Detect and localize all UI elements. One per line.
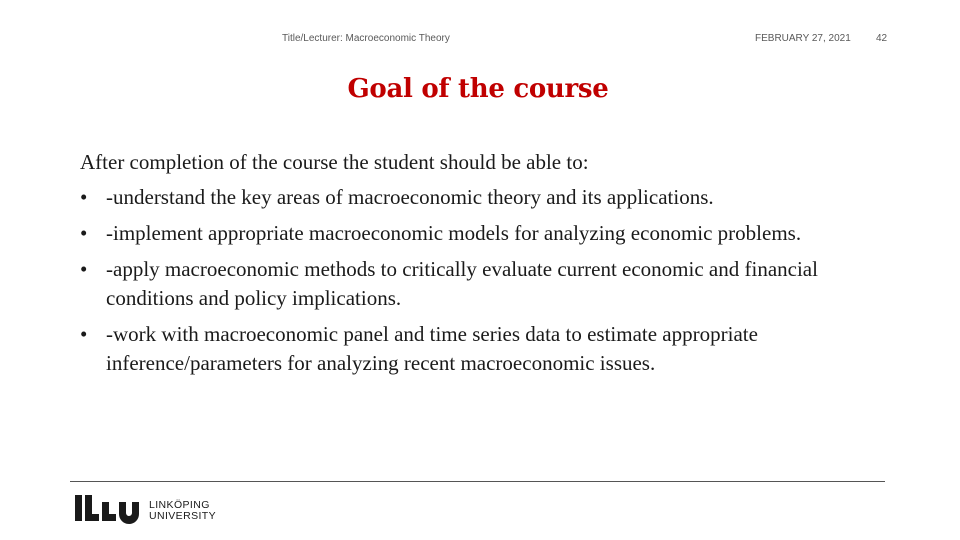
- bullet-text: -apply macroeconomic methods to critically evaluate current economic and financial conditions and policy implications.: [106, 257, 818, 310]
- bullet-symbol: •: [80, 257, 88, 281]
- page-number: 42: [876, 33, 888, 44]
- university-name: [149, 500, 216, 522]
- bullet-text: -implement appropriate macroeconomic models for analyzing economic problems.: [106, 221, 802, 245]
- bullet-symbol: •: [80, 221, 88, 245]
- bullet-text: -understand the key areas of macroeconomic theory and its applications.: [106, 185, 714, 209]
- list-item: [80, 183, 900, 212]
- university-name-line1: LINKÖPING: [149, 499, 210, 511]
- header-course-title: Title/Lecturer: Macroeconomic Theory: [282, 33, 450, 44]
- bullet-symbol: •: [80, 322, 88, 346]
- slide-title: Goal of the course: [347, 74, 609, 104]
- intro-text: After completion of the course the student should be able to:: [80, 150, 589, 174]
- bullet-text: -work with macroeconomic panel and time series data to estimate appropriate inference/parameters for analyzing recent macroeconomic issues.: [106, 322, 758, 375]
- list-item: [80, 320, 900, 378]
- footer-divider: [70, 481, 885, 482]
- list-item: [80, 219, 900, 248]
- slide-body: [80, 148, 900, 385]
- header-date: FEBRUARY 27, 2021: [755, 33, 851, 44]
- bullet-symbol: •: [80, 185, 88, 209]
- list-item: [80, 255, 900, 313]
- university-name-line2: UNIVERSITY: [149, 510, 217, 522]
- goal-list: [80, 183, 900, 378]
